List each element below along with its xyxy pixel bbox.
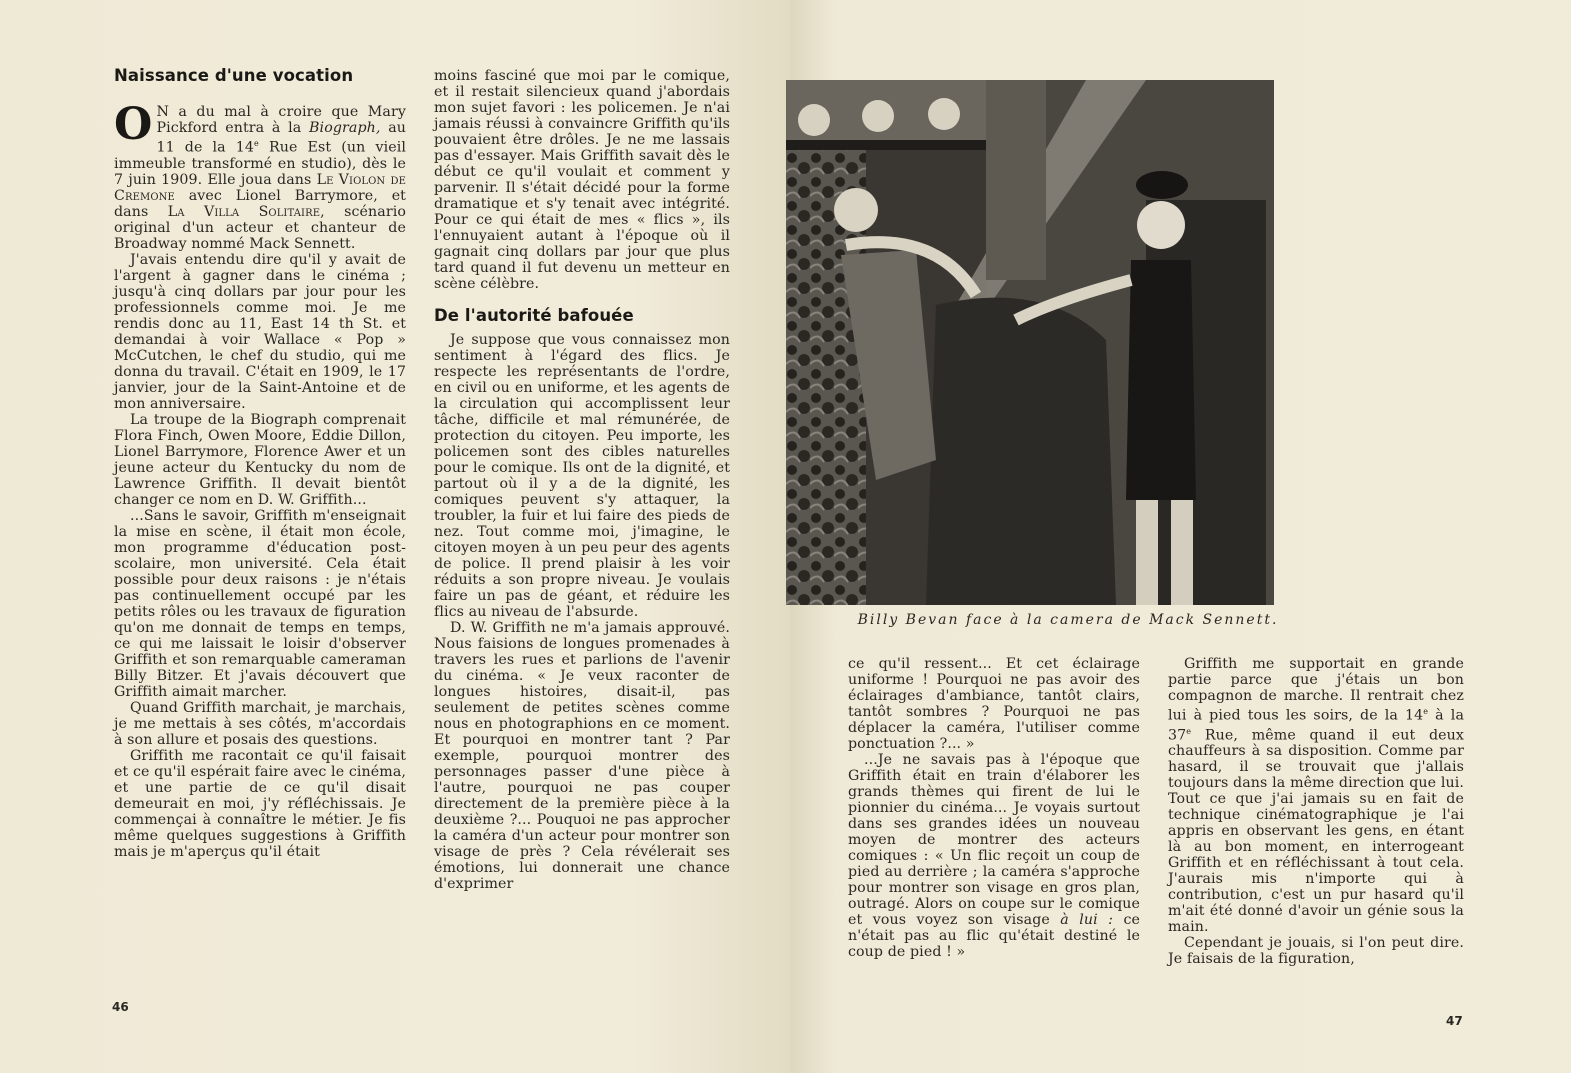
text: N a du mal à croire que Mary Pickford entra à la [156, 104, 406, 136]
text: à la 37 [1168, 707, 1464, 744]
woman-face [834, 188, 878, 232]
paragraph: J'avais entendu dire qu'il y avait de l'argent à gagner dans le cinéma ; jusqu'à cinq dollars par jour pour les professionnels comme moi. Je me rendis donc au 11, East 14 th St. et demandai à voir Wallace « Pop » McCutchen, le chef du studio, qui me donna du travail. C'était en 1909, le 17 janvier, jour de la Saint-Antoine et de mon anniversaire. [114, 251, 406, 412]
face [798, 104, 830, 136]
face [862, 100, 894, 132]
curtain [926, 298, 1116, 605]
text: Griffith me supportait en grande partie parce que j'étais un bon compagnon de marche. Il rentrait chez lui à pied tous les soirs, de la 14 [1168, 656, 1464, 724]
paragraph: ...Sans le savoir, Griffith m'enseignait la mise en scène, il était mon école, mon programme d'éducation post-scolaire, mon université. Cela était possible pour deux raisons : je n'étais pas continuellement occupé par les petits rôles ou les travaux de figuration qu'on me donnait de temps en temps, ce qui me laissait le loisir d'observer Griffith et son remarquable cameraman Billy Bitzer. Et j'avais découvert que Griffith aimait marcher. [114, 507, 406, 700]
text: avec Lionel Barrymore, et dans [114, 187, 406, 220]
man-face [1137, 201, 1185, 249]
right-column-1 [848, 656, 1140, 960]
text: Rue Est (un vieil immeuble transformé en studio), dès le 7 juin 1909. Elle joua dans [114, 139, 406, 188]
paragraph: La troupe de la Biograph comprenait Flora Finch, Owen Moore, Eddie Dillon, Lionel Barrymore, Florence Awer et un jeune acteur du Kentucky du nom de Lawrence Griffith. Il devait bientôt changer ce nom en D. W. Griffith... [114, 411, 406, 508]
superscript: e [1186, 726, 1192, 736]
right-column-2 [1168, 656, 1464, 967]
page-number-left: 46 [112, 1000, 129, 1014]
swimsuit [1126, 260, 1196, 500]
film-still-photo [786, 80, 1274, 605]
text: ce n'était pas au flic qu'était destiné le coup de pied ! » [848, 912, 1140, 960]
paragraph: Quand Griffith marchait, je marchais, je me mettais à ses côtés, m'accordais à son allure et posais des questions. [114, 699, 406, 748]
left-column-1 [114, 66, 406, 860]
left-column-2 [434, 68, 730, 892]
paragraph: Je suppose que vous connaissez mon sentiment à l'égard des flics. Je respecte les représentants de l'ordre, en civil ou en uniforme, et les agents de la circulation qui accomplissent leur tâche, difficile et mal rémunérée, de protection du citoyen. Peu importe, les policemen sont des cibles naturelles pour le comique. Ils ont de la dignité, et partout où il y a de la dignité, les comiques peuvent s'y attaquer, la troubler, la fuir et lui faire des pieds de nez. Tout comme moi, j'imagine, le citoyen moyen à un peu peur des agents de police. Il prend plaisir à les voir réduits a son propre niveau. Je voulais faire un pas de géant, et réduire les flics au niveau de l'absurde. [434, 332, 730, 620]
bowler-hat [1136, 171, 1188, 199]
text: scénario original d'un acteur et chanteur de Broadway nommé Mack Sennett. [114, 203, 406, 252]
text: au 11 de la 14 [156, 120, 406, 156]
section-heading-vocation: Naissance d'une vocation [114, 66, 354, 85]
film-title: Le Violon de Cremone [114, 171, 406, 204]
paragraph [1168, 656, 1464, 935]
page-number-right: 47 [1446, 1014, 1463, 1028]
paragraph [114, 99, 406, 252]
photo-caption: Billy Bevan face à la camera de Mack Sennett. [857, 612, 1279, 628]
paragraph: Griffith me racontait ce qu'il faisait et ce qu'il espérait faire avec le cinéma, et une partie de ce qu'il disait demeurait en moi, j'y réfléchissais. Je commençai à connaître le métier. Je fis même quelques suggestions à Griffith mais je m'aperçus qu'il était [114, 747, 406, 860]
photo-illustration [786, 80, 1274, 605]
italic-text: à lui : [1060, 912, 1114, 928]
superscript: e [1423, 707, 1429, 716]
face [928, 98, 960, 130]
drop-cap: O [114, 99, 153, 150]
paragraph: moins fasciné que moi par le comique, et il restait silencieux quand j'abordais mon sujet favori : les policemen. Je n'ai jamais réussi à convaincre Griffith qu'ils pouvaient être drôles. Je ne me lassais pas d'essayer. Mais Griffith savait dès le début ce qu'il voulait et comment y parvenir. Il s'était décidé pour la forme dramatique et s'y tenait avec intégrité. Pour ce qui était de mes « flics », ils l'ennuyaient autant à l'époque où il gagnait cinq dollars par jour que plus tard quand il fut devenu un metteur en scène célèbre. [434, 68, 730, 292]
paragraph [848, 752, 1140, 960]
italic-text: Biograph, [309, 120, 381, 136]
paragraph: Cependant je jouais, si l'on peut dire. Je faisais de la figuration, [1168, 935, 1464, 968]
paragraph: ce qu'il ressent... Et cet éclairage uniforme ! Pourquoi ne pas avoir des éclairages d'ambiance, tantôt clairs, tantôt sombres ? Pourquoi ne pas déplacer la caméra, l'utiliser comme ponctuation ?... » [848, 656, 1140, 752]
text: Rue, même quand il eut deux chauffeurs à sa disposition. Comme par hasard, il se trouvait que j'allais toujours dans la même direction que lui. Tout ce que j'ai jamais su en fait de technique cinématographique je l'ai appris en observant les gens, en étant là au bon moment, en interrogeant Griffith et en réfléchissant à tout cela. J'aurais mis n'importe qui à contribution, c'est un pur hasard qu'il m'ait été donné d'avoir un génie sous la main. [1168, 727, 1464, 936]
text: ...Je ne savais pas à l'époque que Griffith était en train d'élaborer les grands thèmes qui firent de lui le pionnier du cinéma... Je voyais surtout dans ses grandes idées un nouveau moyen de montrer des acteurs comiques : « Un flic reçoit un coup de pied au derrière ; la caméra s'approche pour montrer son visage en gros plan, outragé. Alors on coupe sur le comique et vous voyez son visage [848, 752, 1140, 928]
section-heading-autorite: De l'autorité bafouée [434, 306, 634, 325]
superscript: e [254, 139, 259, 148]
paragraph: D. W. Griffith ne m'a jamais approuvé. Nous faisions de longues promenades à travers les rues et parlions de l'avenir du cinéma. « Je veux raconter de longues histoires, disait-il, pas seulement de petites scènes comme nous en photographions en ce moment. Et pourquoi en montrer tant ? Par exemple, pourquoi montrer des personnages passer d'une pièce à l'autre, pourquoi ne pas couper directement de la première pièce à la deuxième ?... Pouquoi ne pas approcher la caméra d'un acteur pour montrer son visage de près ? Cela révélerait ses émotions, lui donnerait une chance d'exprimer [434, 620, 730, 892]
film-title: La Villa Solitaire, [167, 203, 325, 220]
